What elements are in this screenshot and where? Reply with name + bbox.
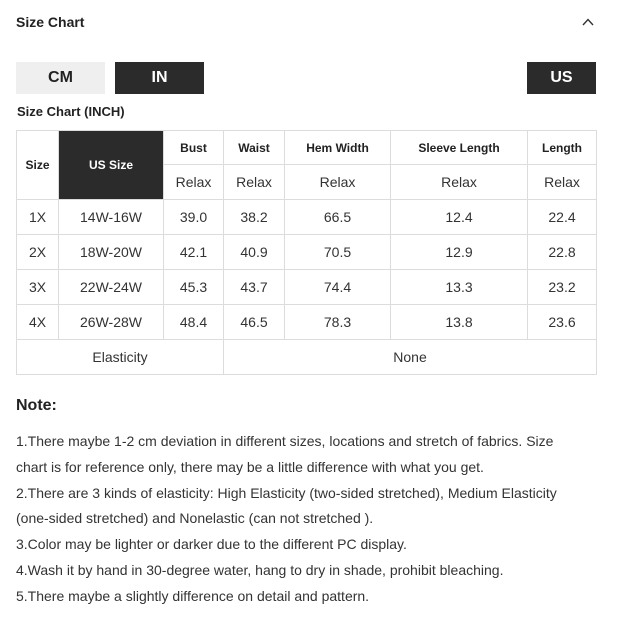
cell-bust: 48.4 (164, 305, 224, 340)
cell-hem-width: 66.5 (285, 200, 391, 235)
elasticity-label: Elasticity (17, 340, 224, 375)
note-line: 5.There maybe a slightly difference on detail and pattern. (16, 587, 370, 604)
subheader-relax: Relax (391, 165, 528, 200)
cell-size: 4X (17, 305, 59, 340)
subheader-relax: Relax (285, 165, 391, 200)
note-title: Note: (16, 397, 57, 414)
table-header-row (17, 131, 597, 165)
size-chart-header[interactable] (16, 12, 598, 32)
note-line: 3.Color may be lighter or darker due to the different PC display. (16, 536, 407, 553)
subheader-relax: Relax (164, 165, 224, 200)
cell-waist: 40.9 (224, 235, 285, 270)
cell-sleeve-length: 13.3 (391, 270, 528, 305)
subheader-relax: Relax (528, 165, 597, 200)
note-line: 1.There maybe 1-2 cm deviation in different sizes, locations and stretch of fabrics. Size (16, 433, 554, 449)
cell-size: 2X (17, 235, 59, 270)
header-hem-width: Hem Width (285, 131, 391, 165)
cell-waist: 43.7 (224, 270, 285, 305)
cell-hem-width: 78.3 (285, 305, 391, 340)
cell-us-size: 26W-28W (59, 305, 164, 340)
table-row (17, 270, 597, 305)
note-line: chart is for reference only, there may be a little difference with what you get. (16, 458, 484, 475)
cell-bust: 45.3 (164, 270, 224, 305)
header-length: Length (528, 131, 597, 165)
cell-sleeve-length: 13.8 (391, 305, 528, 340)
header-us-size: US Size (59, 131, 164, 200)
cell-waist: 46.5 (224, 305, 285, 340)
table-title: Size Chart (INCH) (17, 104, 125, 119)
note-line: 2.There are 3 kinds of elasticity: High Elasticity (two-sided stretched), Medium Elasticity (16, 484, 557, 501)
table-row (17, 200, 597, 235)
subheader-relax: Relax (224, 165, 285, 200)
table-row (17, 305, 597, 340)
cell-us-size: 14W-16W (59, 200, 164, 235)
cell-waist: 38.2 (224, 200, 285, 235)
cell-bust: 39.0 (164, 200, 224, 235)
region-us-button[interactable]: US (527, 62, 596, 94)
cell-hem-width: 70.5 (285, 235, 391, 270)
cell-length: 23.6 (528, 305, 597, 340)
note-line: 4.Wash it by hand in 30-degree water, hang to dry in shade, prohibit bleaching. (16, 561, 504, 578)
header-sleeve-length: Sleeve Length (391, 131, 528, 165)
cell-sleeve-length: 12.4 (391, 200, 528, 235)
unit-cm-button[interactable]: CM (16, 62, 105, 94)
table-row (17, 235, 597, 270)
header-waist: Waist (224, 131, 285, 165)
chevron-up-icon[interactable] (582, 16, 594, 28)
note-line: (one-sided stretched) and Nonelastic (can not stretched ). (16, 510, 374, 527)
header-bust: Bust (164, 131, 224, 165)
cell-us-size: 22W-24W (59, 270, 164, 305)
cell-length: 23.2 (528, 270, 597, 305)
cell-hem-width: 74.4 (285, 270, 391, 305)
cell-length: 22.4 (528, 200, 597, 235)
elasticity-value: None (224, 340, 597, 375)
cell-length: 22.8 (528, 235, 597, 270)
header-size: Size (17, 131, 59, 200)
size-table (16, 130, 597, 375)
notes-list (16, 429, 606, 610)
cell-bust: 42.1 (164, 235, 224, 270)
cell-size: 3X (17, 270, 59, 305)
cell-us-size: 18W-20W (59, 235, 164, 270)
unit-in-button[interactable]: IN (115, 62, 204, 94)
cell-size: 1X (17, 200, 59, 235)
cell-sleeve-length: 12.9 (391, 235, 528, 270)
elasticity-row (17, 340, 597, 375)
size-chart-title: Size Chart (16, 14, 85, 30)
